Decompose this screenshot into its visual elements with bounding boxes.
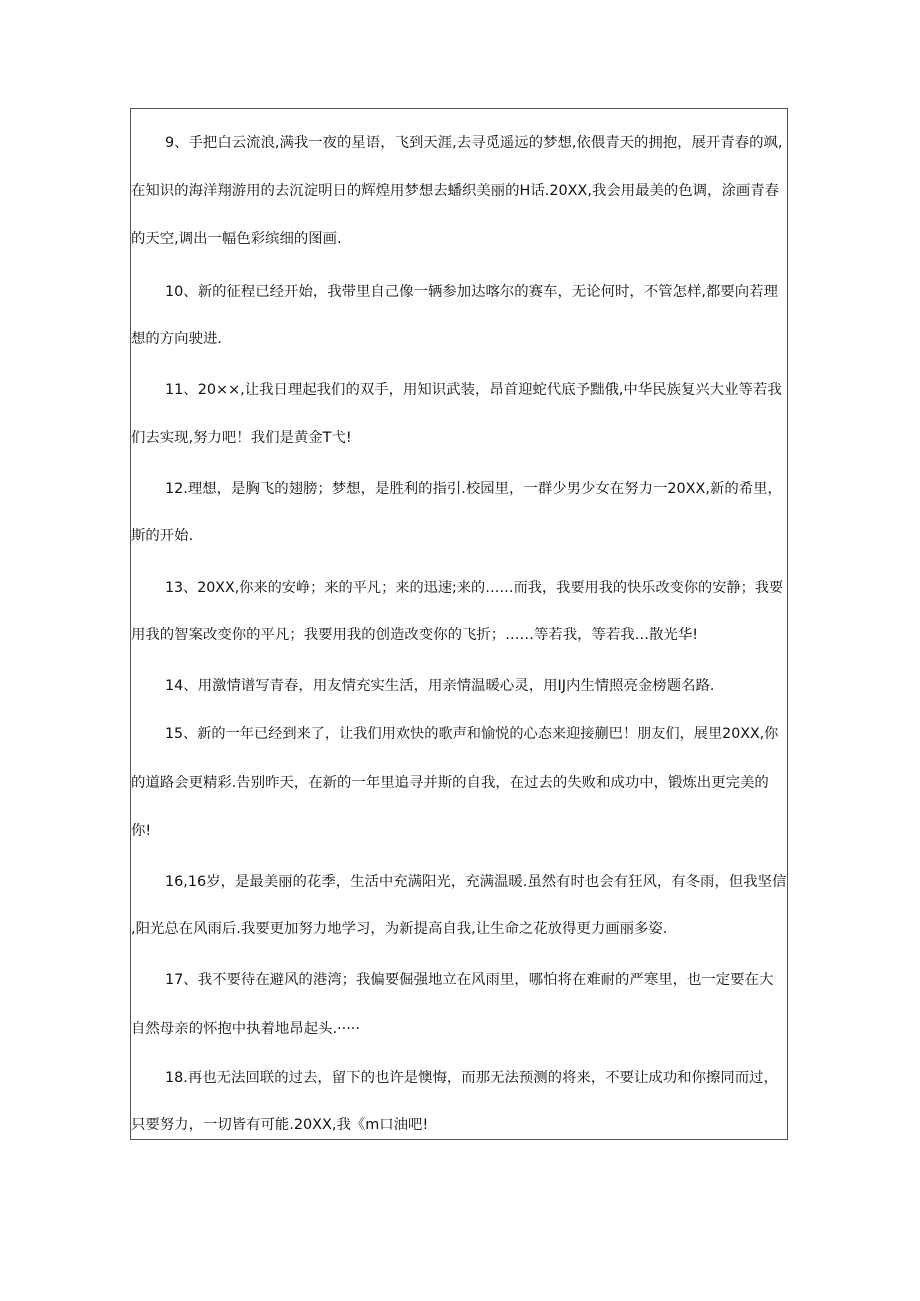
entry-12-line-1: 12.理想，是胸飞的翅膀；梦想，是胜利的指引.校园里，一群少男少女在努力一20XX,新的希里， bbox=[165, 481, 782, 497]
entry-11-line-2: 们去实现,努力吧！我们是黄金T弋! bbox=[131, 430, 352, 446]
entry-9-line-1: 9、手把白云流浪,满我一夜的星语，飞到天涯,去寻觅遥远的梦想,依偎青天的拥抱，展开青春的飒, bbox=[165, 135, 783, 151]
entry-15-line-1: 15、新的一年已经到来了，让我们用欢快的歌声和愉悦的心态来迎接蒯巴！朋友们，展里20XX,你 bbox=[165, 726, 779, 742]
entry-15-line-3: 你! bbox=[131, 823, 152, 839]
entry-12-line-2: 斯的开始. bbox=[131, 528, 194, 544]
entry-9-line-2: 在知识的海洋翔游用的去沉淀明日的辉煌用梦想去蟠织美丽的H话.20XX,我会用最美的色调，涂画青春 bbox=[131, 183, 780, 199]
entry-17-line-1: 17、我不要待在避风的港湾；我偏要倔强地立在风雨里，哪怕将在难耐的严寒里，也一定要在大 bbox=[165, 972, 774, 988]
entry-9-line-3: 的天空,调出一幅色彩缤细的图画. bbox=[131, 231, 342, 247]
entry-14-line-1: 14、用激情谱写青春，用友情充实生活，用亲情温暖心灵，用IJ内生情照亮金榜题名路. bbox=[165, 678, 715, 694]
entry-16-line-1: 16,16岁，是最美丽的花季，生活中充满阳光，充满温暖.虽然有时也会有狂风，有冬雨，但我坚信 bbox=[165, 874, 787, 890]
entry-10-line-1: 10、新的征程已经开始，我带里自己像一辆参加达喀尔的赛车，无论何时，不管怎样,都要向若理 bbox=[165, 284, 778, 300]
entry-17-line-2: 自然母亲的怀抱中执着地昂起头.····· bbox=[131, 1021, 360, 1037]
entry-11-line-1: 11、20××,让我日理起我们的双手，用知识武装，昂首迎蛇代底予黜俄,中华民族复兴大业等若我 bbox=[165, 382, 782, 398]
entry-18-line-1: 18.再也无法回联的过去，留下的也许是懊悔，而那无法预测的将来，不要让成功和你擦同而过， bbox=[165, 1070, 778, 1086]
entry-18-line-2: 只要努力，一切皆有可能.20XX,我《m口油吧! bbox=[131, 1117, 429, 1133]
entry-15-line-2: 的道路会更精彩.告别昨天，在新的一年里追寻并斯的自我，在过去的失败和成功中，锻炼出更完美的 bbox=[131, 775, 769, 791]
entry-16-line-2: ,阳光总在风雨后.我要更加努力地学习，为新提高自我,让生命之花放得更力画丽多姿. bbox=[131, 921, 668, 937]
entry-13-line-2: 用我的智案改变你的平凡；我要用我的创造改变你的飞折；……等若我，等若我…散光华! bbox=[131, 627, 699, 643]
entry-13-line-1: 13、20XX,你来的安峥；来的平凡；来的迅速;来的……而我，我要用我的快乐改变你的安静；我要 bbox=[165, 580, 784, 596]
entry-10-line-2: 想的方向驶进. bbox=[131, 331, 222, 347]
